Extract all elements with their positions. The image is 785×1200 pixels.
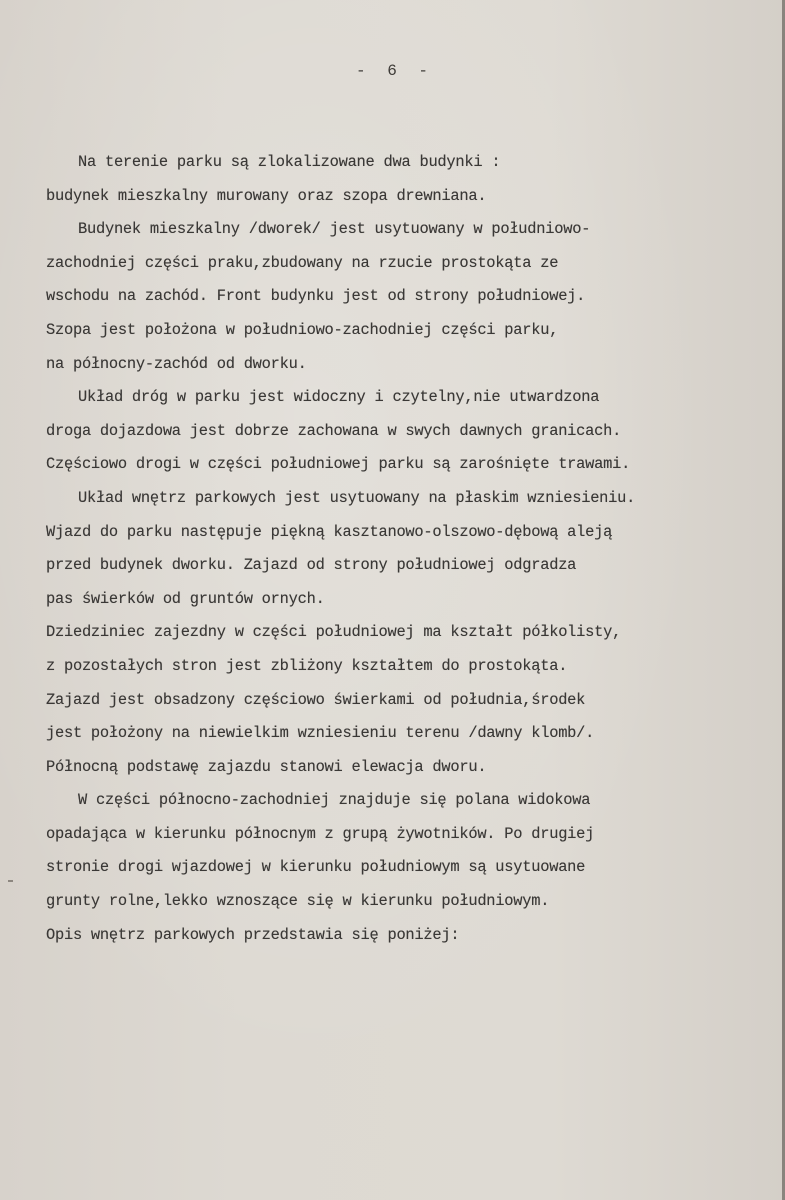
text-line: Układ wnętrz parkowych jest usytuowany na płaskim wzniesieniu. xyxy=(78,488,636,507)
text-line: na północny-zachód od dworku. xyxy=(46,354,307,373)
text-line: Opis wnętrz parkowych przedstawia się poniżej: xyxy=(46,925,460,944)
text-line: opadająca w kierunku północnym z grupą żywotników. Po drugiej xyxy=(46,824,595,843)
margin-mark xyxy=(8,880,13,882)
text-line: grunty rolne,lekko wznoszące się w kierunku południowym. xyxy=(46,892,550,911)
text-line: Układ dróg w parku jest widoczny i czytelny,nie utwardzona xyxy=(78,388,600,407)
page-number-dash-left: - xyxy=(355,62,367,80)
text-line: Zajazd jest obsadzony częściowo świerkami od południa,środek xyxy=(46,690,586,709)
text-line: zachodniej części praku,zbudowany na rzucie prostokąta ze xyxy=(46,253,559,272)
text-line: przed budynek dworku. Zajazd od strony południowej odgradza xyxy=(46,556,577,575)
text-line: droga dojazdowa jest dobrze zachowana w swych dawnych granicach. xyxy=(46,421,622,440)
text-line: Na terenie parku są zlokalizowane dwa budynki : xyxy=(78,153,501,171)
page-number-value: 6 xyxy=(387,62,398,80)
page-number-dash-right: - xyxy=(418,62,430,80)
text-line: Północną podstawę zajazdu stanowi elewacja dworu. xyxy=(46,757,487,776)
text-line: Szopa jest położona w południowo-zachodniej części parku, xyxy=(46,320,559,339)
text-line: Częściowo drogi w części południowej parku są zarośnięte trawami. xyxy=(46,455,631,474)
text-line: jest położony na niewielkim wzniesieniu terenu /dawny klomb/. xyxy=(46,724,595,743)
text-line: Budynek mieszkalny /dworek/ jest usytuowany w południowo- xyxy=(78,220,591,239)
text-line: stronie drogi wjazdowej w kierunku południowym są usytuowane xyxy=(46,858,586,877)
text-line: pas świerków od gruntów ornych. xyxy=(46,589,325,608)
text-line: budynek mieszkalny murowany oraz szopa drewniana. xyxy=(46,186,487,205)
page-number xyxy=(0,62,785,80)
body-text xyxy=(46,146,766,952)
text-line: z pozostałych stron jest zbliżony kształtem do prostokąta. xyxy=(46,656,568,675)
text-line: Dziedziniec zajezdny w części południowej ma kształt półkolisty, xyxy=(46,623,622,642)
text-line: W części północno-zachodniej znajduje się polana widokowa xyxy=(78,791,591,810)
text-line: Wjazd do parku następuje piękną kasztanowo-olszowo-dębową aleją xyxy=(46,522,613,541)
text-line: wschodu na zachód. Front budynku jest od strony południowej. xyxy=(46,287,586,306)
